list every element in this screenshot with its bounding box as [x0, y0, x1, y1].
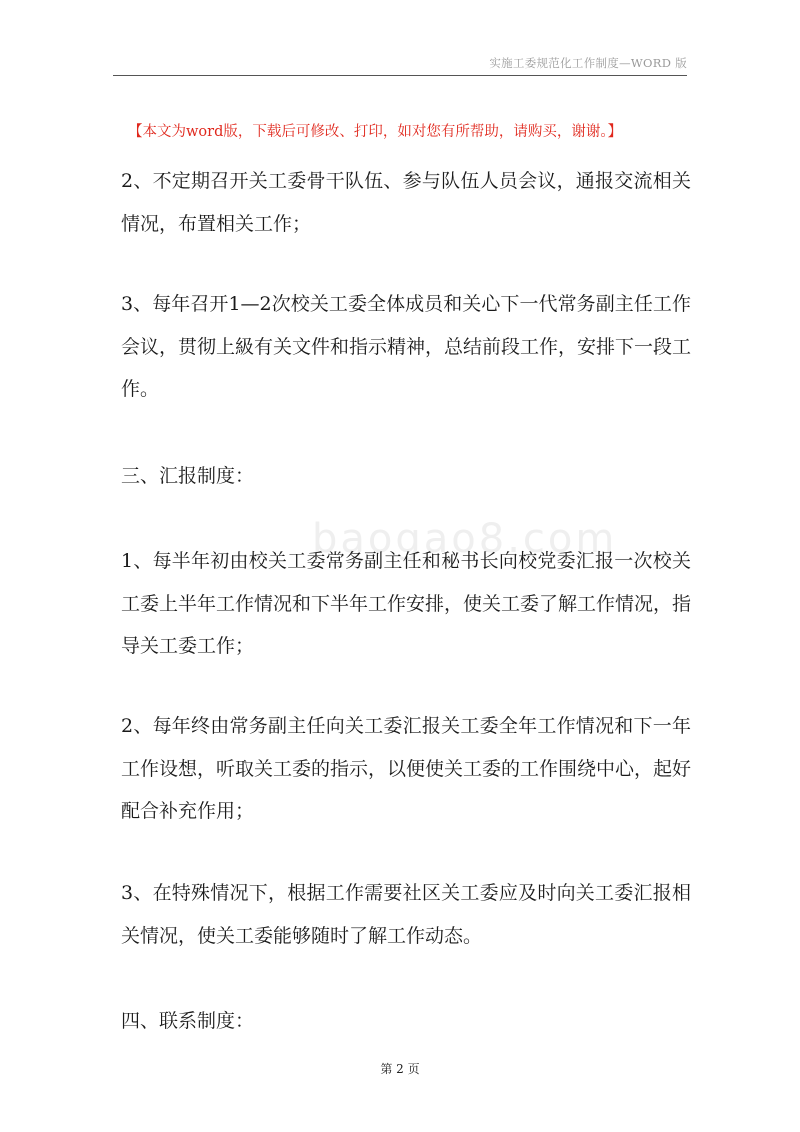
- paragraph-report-3: 3、在特殊情况下，根据工作需要社区关工委应及时向关工委汇报相关情况，使关工委能够随时了解工作动态。: [121, 882, 691, 947]
- download-notice: 【本文为word版，下载后可修改、打印，如对您有所帮助，请购买，谢谢。】: [128, 124, 623, 140]
- page-number: 第 2 页: [380, 1062, 420, 1076]
- section-heading-reporting: 三、汇报制度：: [121, 465, 255, 487]
- header-rule: [113, 75, 687, 76]
- paragraph-report-1: 1、每半年初由校关工委常务副主任和秘书长向校党委汇报一次校关工委上半年工作情况和下半年工作安排，使关工委了解工作情况，指导关工委工作；: [121, 550, 692, 657]
- header-title: 实施工委规范化工作制度—WORD 版: [489, 56, 687, 70]
- section-heading-liaison: 四、联系制度：: [121, 1010, 255, 1032]
- paragraph-report-2: 2、每年终由常务副主任向关工委汇报关工委全年工作情况和下一年工作设想，听取关工委的指示，以便使关工委的工作围绕中心，起好配合补充作用；: [121, 715, 692, 822]
- watermark: baogao8.com: [312, 516, 618, 562]
- paragraph-meeting-2: 3、每年召开1—2次校关工委全体成员和关心下一代常务副主任工作会议，贯彻上級有关文件和指示精神，总结前段工作，安排下一段工作。: [121, 293, 692, 400]
- paragraph-meeting-1: 2、不定期召开关工委骨干队伍、参与队伍人员会议，通报交流相关情况，布置相关工作；: [121, 170, 691, 235]
